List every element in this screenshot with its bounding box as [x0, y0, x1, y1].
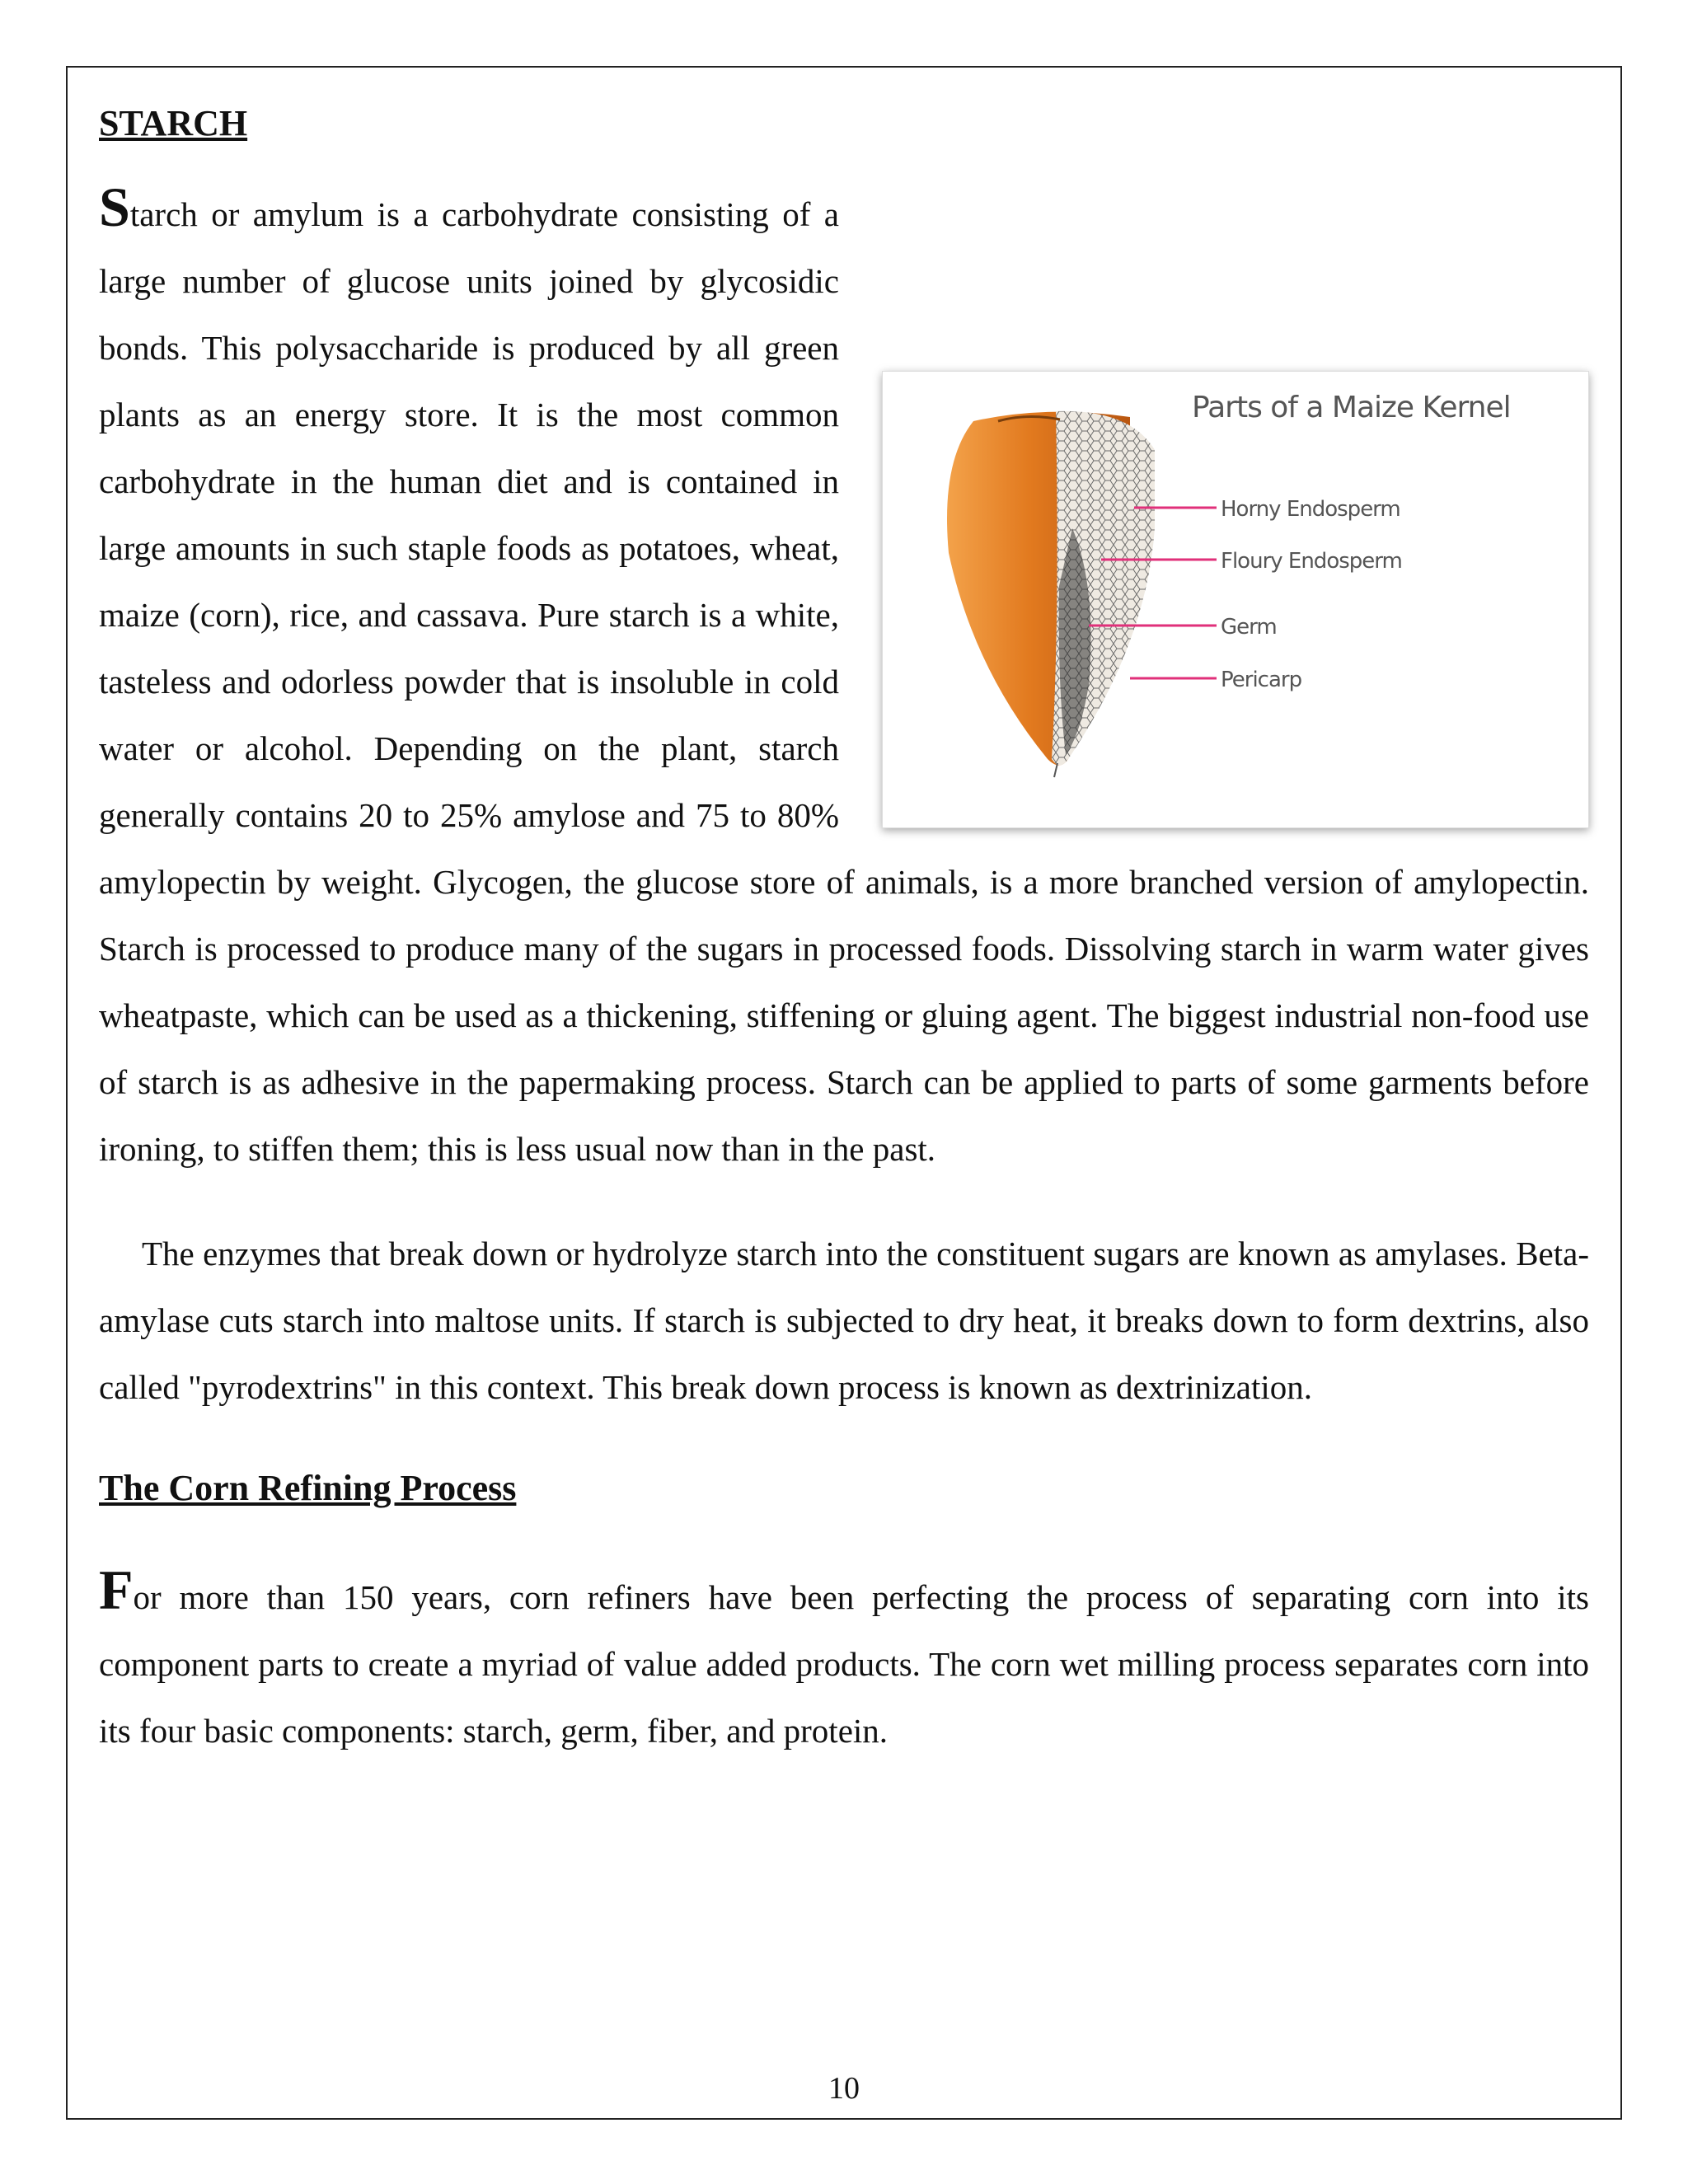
corn-refining-paragraph	[99, 1558, 1589, 1765]
starch-dropcap: S	[99, 176, 130, 238]
label-horny-endosperm: Horny Endosperm	[1221, 497, 1400, 522]
maize-kernel-diagram	[883, 372, 1590, 829]
page-content	[99, 97, 1589, 1765]
corn-refining-dropcap: F	[99, 1558, 134, 1621]
starch-paragraph-body: tarch or amylum is a carbohydrate consisting of a large number of glucose units joined by glycosidic bonds. This polysaccharide is produced by all green plants as an energy store. It is the most common carbohydrate in the human diet and is contained in large amounts in such staple foods as potatoes, wheat, maize (corn), rice, and cassava. Pure starch is a white, tasteless and odorless powder that is insoluble in cold water or alcohol. Depending on the plant, starch generally contains 20 to 25% amylose and 75 to 80% amylopectin by weight. Glycogen, the glucose store of animals, is a more branched version of amylopectin. Starch is processed to produce many of the sugars in processed foods. Dissolving starch in warm water gives wheatpaste, which can be used as a thickening, stiffening or gluing agent. The biggest industrial non-food use of starch is as adhesive in the papermaking process. Starch can be applied to parts of some garments before ironing, to stiffen them; this is less usual now than in the past.	[99, 195, 1589, 1168]
label-germ: Germ	[1221, 615, 1277, 640]
starch-paragraph-text	[99, 176, 1589, 1183]
page-number: 10	[828, 2071, 860, 2106]
section-heading-corn-refining: The Corn Refining Process	[99, 1468, 517, 1508]
label-pericarp: Pericarp	[1221, 668, 1302, 692]
section-heading-starch: STARCH	[99, 103, 248, 143]
figure-title: Parts of a Maize Kernel	[1192, 391, 1511, 424]
corn-refining-paragraph-body: or more than 150 years, corn refiners have been perfecting the process of separating corn into its component parts to create a myriad of value added products. The corn wet milling process separates corn into its four basic components: starch, germ, fiber, and protein.	[99, 1578, 1589, 1750]
amylase-paragraph: The enzymes that break down or hydrolyze starch into the constituent sugars are known as amylases. Beta-amylase cuts starch into maltose units. If starch is subjected to dry heat, it breaks down to form dextrins, also called "pyrodextrins" in this context. This break down process is known as dextrinization.	[99, 1235, 1589, 1406]
maize-kernel-figure	[882, 371, 1589, 828]
label-floury-endosperm: Floury Endosperm	[1221, 549, 1402, 574]
